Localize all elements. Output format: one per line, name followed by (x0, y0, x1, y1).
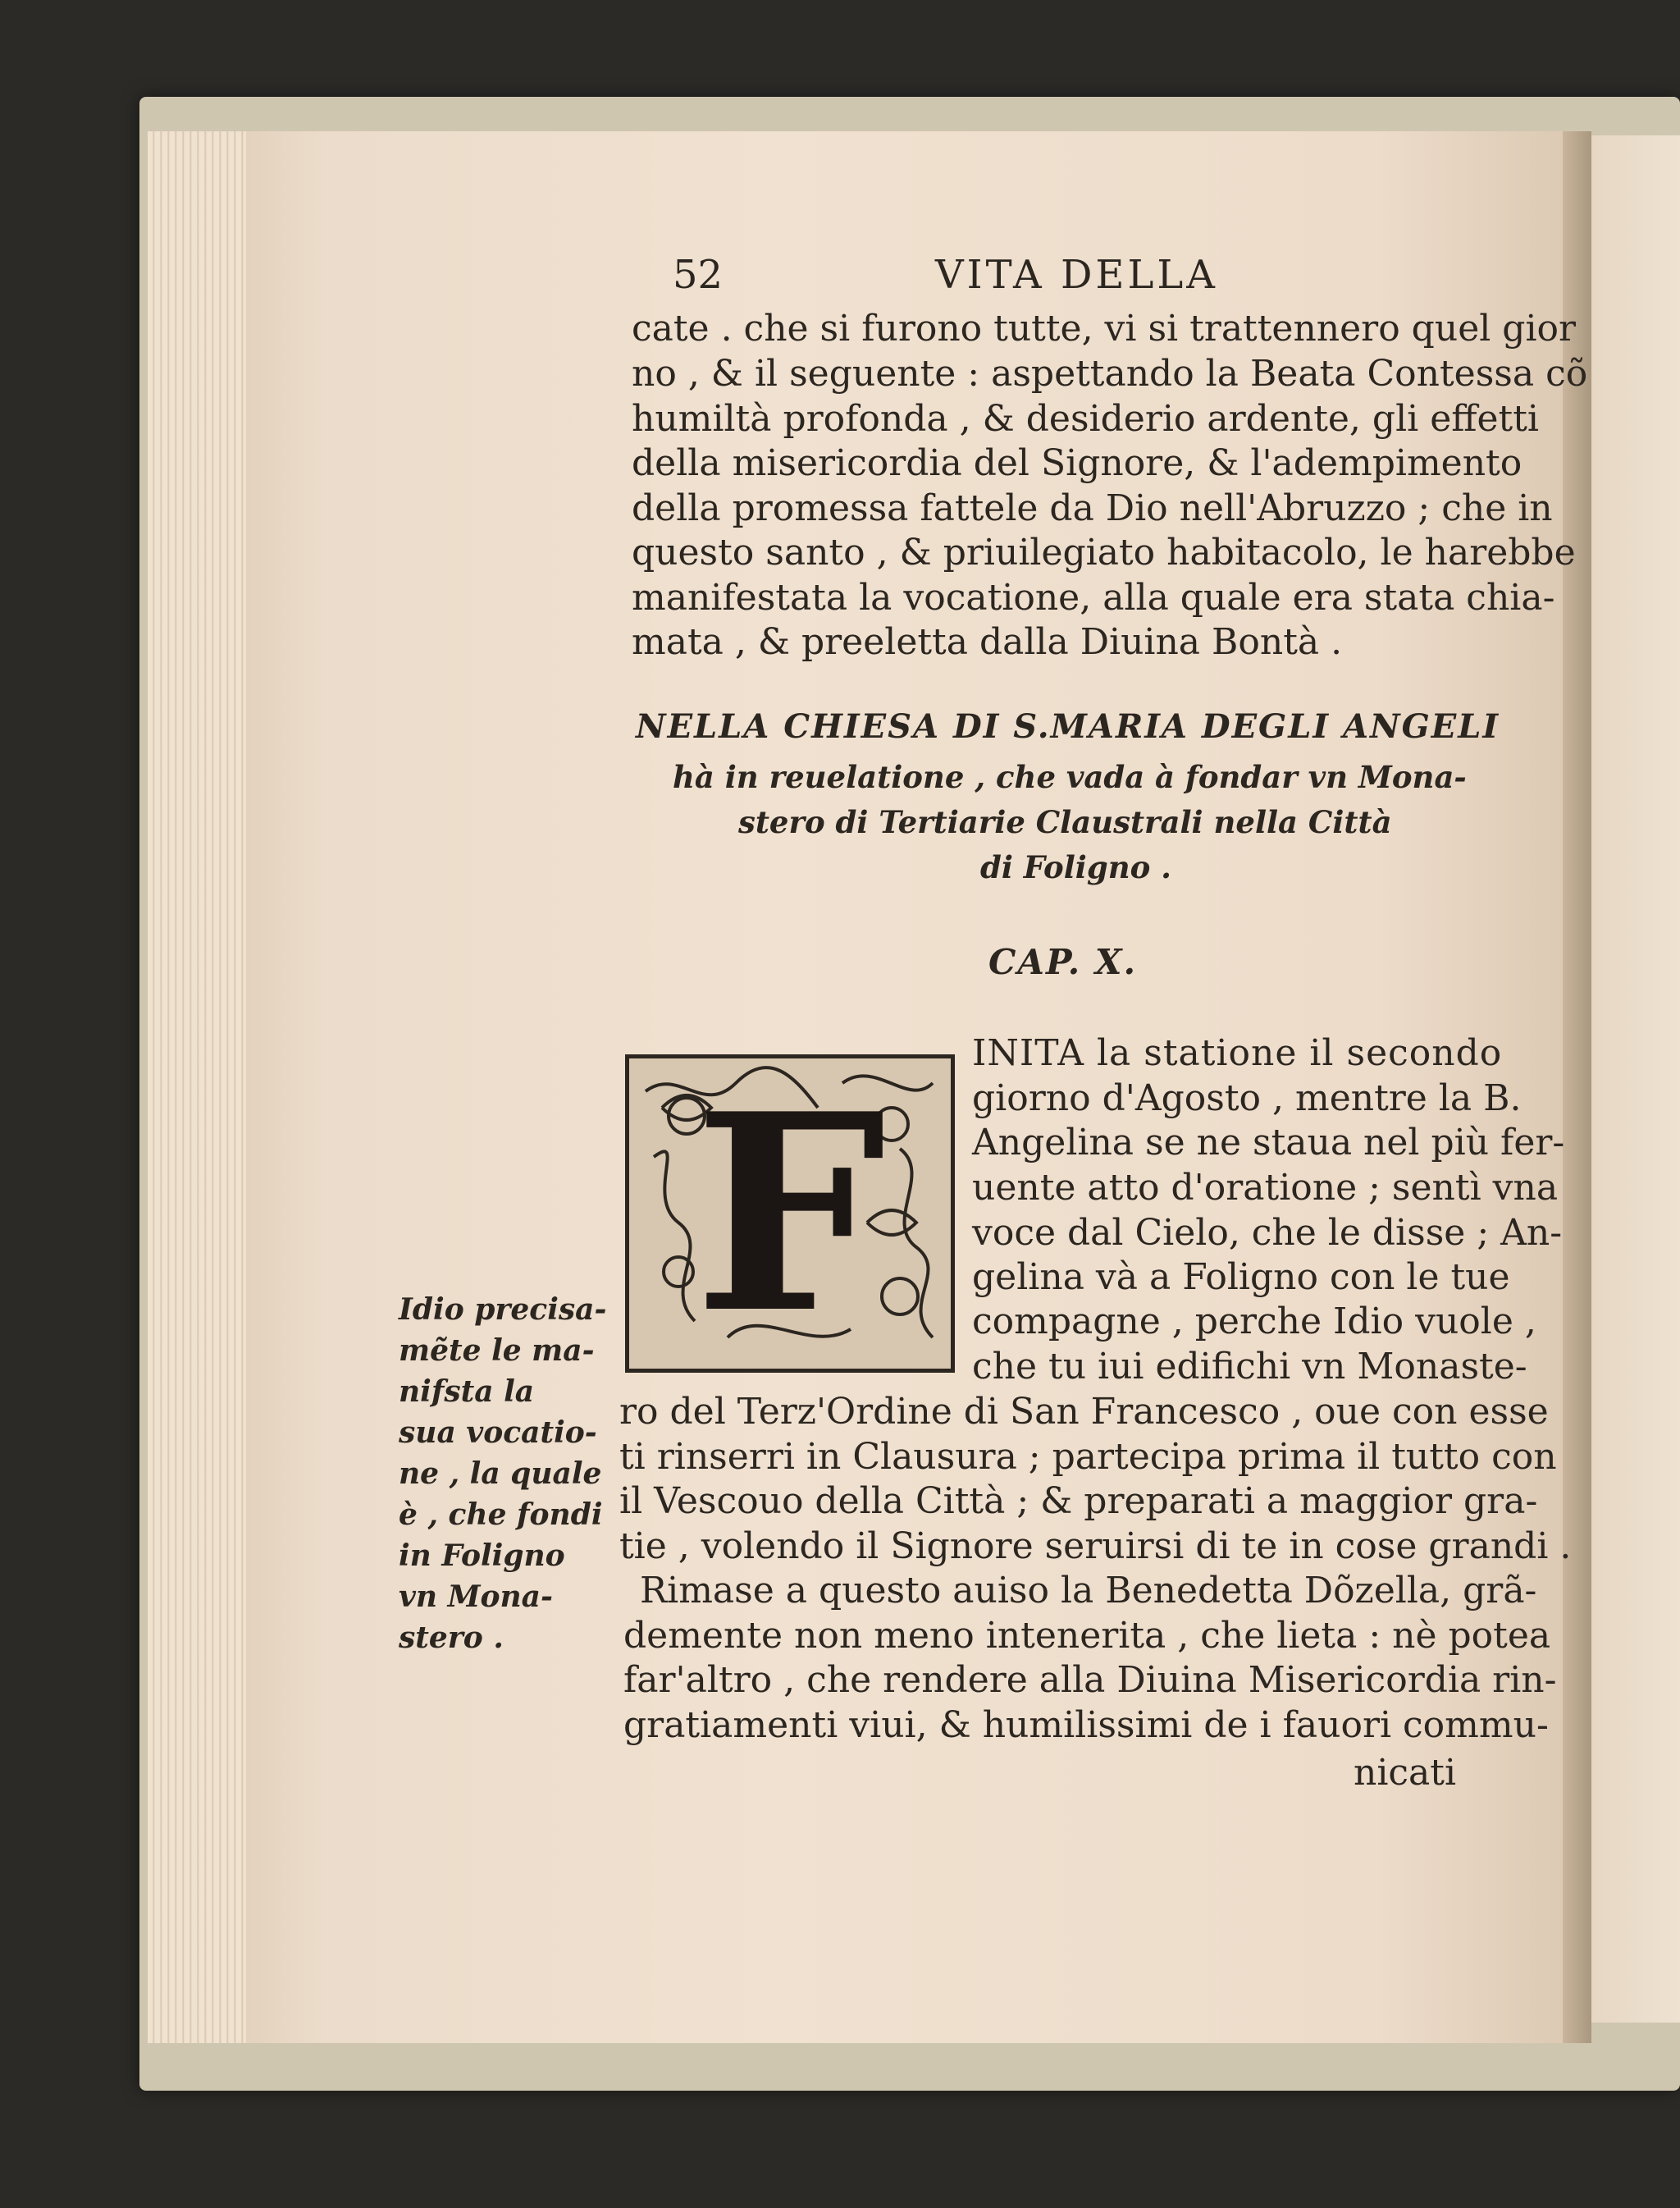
body-line: cate . che si furono tutte, vi si trattennero quel gior (632, 308, 1577, 350)
marginal-note-line: sua vocatio- (399, 1415, 597, 1450)
chapter-line: ti rinserri in Clausura ; partecipa prima il tutto con (619, 1436, 1557, 1478)
body-line: questo santo , & priuilegiato habitacolo, le harebbe (632, 532, 1576, 574)
chapter-heading: NELLA CHIESA DI S.MARIA DEGLI ANGELI (636, 707, 1500, 746)
catchword: nicati (1354, 1752, 1457, 1794)
body-line: no , & il seguente : aspettando la Beata Contessa cõ (632, 353, 1588, 395)
body-line: manifestata la vocatione, alla quale era stata chia- (632, 577, 1555, 619)
chapter-line: voce dal Cielo, che le disse ; An- (972, 1212, 1563, 1254)
chapter-line: Angelina se ne staua nel più fer- (972, 1122, 1565, 1163)
marginal-note-line: mẽte le ma- (399, 1333, 595, 1368)
page-number: 52 (673, 252, 724, 298)
chapter-line: gelina và a Foligno con le tue (972, 1256, 1510, 1298)
body-line: della promessa fattele da Dio nell'Abruzzo ; che in (632, 487, 1553, 529)
marginal-note-line: in Foligno (399, 1538, 565, 1573)
chapter-line: Rimase a questo auiso la Benedetta Dõzella, grã- (640, 1570, 1537, 1611)
chapter-line: tie , volendo il Signore seruirsi di te in cose grandi . (619, 1525, 1572, 1567)
chapter-line: giorno d'Agosto , mentre la B. (972, 1077, 1522, 1119)
chapter-line: compagne , perche Idio vuole , (972, 1301, 1536, 1342)
marginal-note-line: Idio precisa- (399, 1292, 607, 1327)
marginal-note-line: stero . (399, 1621, 504, 1655)
chapter-line: uente atto d'oratione ; sentì vna (972, 1167, 1559, 1209)
decorated-initial (625, 1054, 955, 1373)
running-head: VITA DELLA (935, 252, 1218, 298)
initial-letter: F (693, 1054, 887, 1373)
chapter-line: ro del Terz'Ordine di San Francesco , oue con esse (619, 1391, 1549, 1433)
chapter-line: gratiamenti viui, & humilissimi de i fauori commu- (623, 1704, 1549, 1746)
body-line: della misericordia del Signore, & l'adempimento (632, 442, 1522, 484)
marginal-note-line: nifsta la (399, 1374, 535, 1409)
chapter-subheading: hà in reuelatione , che vada à fondar vn Mona- (673, 759, 1467, 795)
chapter-line: demente non meno intenerita , che lieta : nè potea (623, 1615, 1551, 1657)
marginal-note-line: ne , la quale (399, 1456, 602, 1491)
chapter-line: che tu iui edifichi vn Monaste- (972, 1346, 1527, 1387)
body-line: humiltà profonda , & desiderio ardente, gli effetti (632, 398, 1539, 440)
chapter-line: far'altro , che rendere alla Diuina Misericordia rin- (623, 1659, 1557, 1701)
body-line: mata , & preeletta dalla Diuina Bontà . (632, 621, 1343, 663)
chapter-line: INITA la statione il secondo (972, 1032, 1503, 1074)
chapter-subheading: stero di Tertiarie Claustrali nella Città (738, 804, 1392, 840)
chapter-subheading: di Foligno . (980, 849, 1172, 885)
right-page-edge (1591, 135, 1680, 2023)
book-gutter (1563, 131, 1591, 2043)
chapter-number: CAP. X. (988, 942, 1138, 982)
marginal-note-line: vn Mona- (399, 1579, 553, 1614)
marginal-note-line: è , che fondi (399, 1497, 603, 1532)
chapter-line: il Vescouo della Città ; & preparati a maggior gra- (619, 1480, 1538, 1522)
